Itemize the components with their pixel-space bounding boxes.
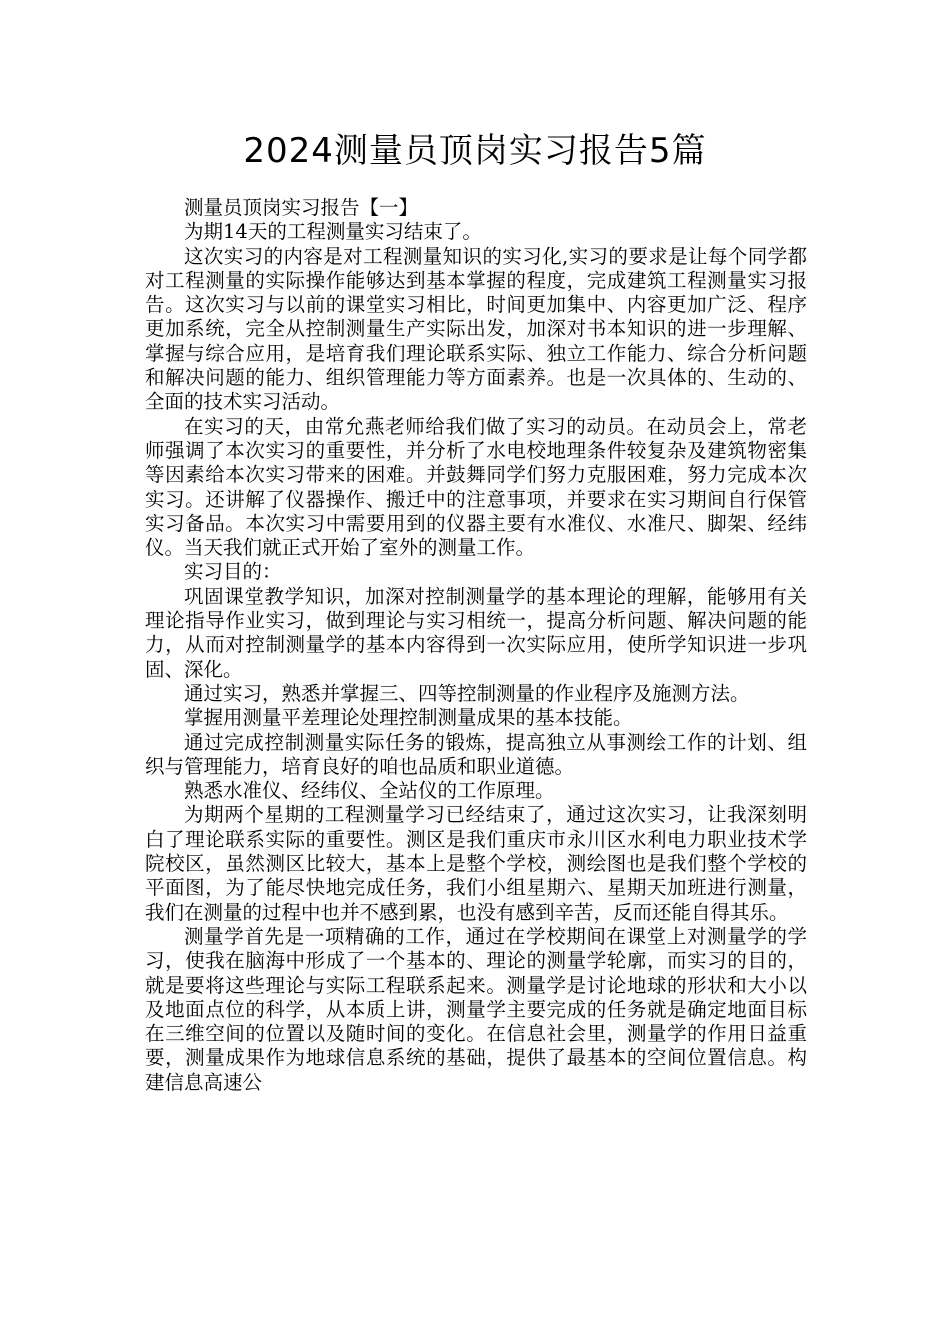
body-paragraph: 为期两个星期的工程测量学习已经结束了，通过这次实习，让我深刻明白了理论联系实际的重要性。测区是我们重庆市永川区水利电力职业技术学院校区，虽然测区比较大，基本上是整个学校，测绘图也是我们整个学校的平面图，为了能尽快地完成任务，我们小组星期六、星期天加班进行测量，我们在测量的过程中也并不感到累，也没有感到辛苦，反而还能自得其乐。 (145, 803, 807, 924)
document-body (145, 196, 807, 1095)
body-paragraph: 通过完成控制测量实际任务的锻炼，提高独立从事测绘工作的计划、组织与管理能力，培育良好的咱也品质和职业道德。 (145, 730, 807, 778)
body-paragraph: 通过实习，熟悉并掌握三、四等控制测量的作业程序及施测方法。 (184, 681, 750, 705)
body-paragraph: 这次实习的内容是对工程测量知识的实习化,实习的要求是让每个同学都对工程测量的实际操作能够达到基本掌握的程度，完成建筑工程测量实习报告。这次实习与以前的课堂实习相比，时间更加集中、内容更加广泛、程序更加系统，完全从控制测量生产实际出发，加深对书本知识的进一步理解、掌握与综合应用，是培育我们理论联系实际、独立工作能力、综合分析问题和解决问题的能力、组织管理能力等方面素养。也是一次具体的、生动的、全面的技术实习活动。 (145, 244, 807, 414)
section-heading: 测量员顶岗实习报告【一】 (184, 196, 419, 219)
document-title: 2024测量员顶岗实习报告5篇 (243, 131, 707, 171)
body-paragraph: 为期14天的工程测量实习结束了。 (184, 220, 482, 244)
body-paragraph: 巩固课堂教学知识，加深对控制测量学的基本理论的理解，能够用有关理论指导作业实习，做到理论与实习相统一，提高分析问题、解决问题的能力，从而对控制测量学的基本内容得到一次实际应用，使所学知识进一步巩固、深化。 (145, 584, 807, 681)
body-paragraph: 在实习的天，由常允燕老师给我们做了实习的动员。在动员会上，常老师强调了本次实习的重要性，并分析了水电校地理条件较复杂及建筑物密集等因素给本次实习带来的困难。并鼓舞同学们努力克服困难，努力完成本次实习。还讲解了仪器操作、搬迁中的注意事项，并要求在实习期间自行保管实习备品。本次实习中需要用到的仪器主要有水准仪、水准尺、脚架、经纬仪。当天我们就正式开始了室外的测量工作。 (145, 414, 807, 560)
body-paragraph: 熟悉水准仪、经纬仪、全站仪的工作原理。 (184, 779, 555, 803)
subheading: 实习目的： (184, 560, 282, 584)
body-paragraph: 测量学首先是一项精确的工作，通过在学校期间在课堂上对测量学的学习，使我在脑海中形成了一个基本的、理论的测量学轮廓，而实习的目的，就是要将这些理论与实际工程联系起来。测量学是讨论地球的形状和大小以及地面点位的科学，从本质上讲，测量学主要完成的任务就是确定地面目标在三维空间的位置以及随时间的变化。在信息社会里，测量学的作用日益重要，测量成果作为地球信息系统的基础，提供了最基本的空间位置信息。构建信息高速公 (145, 924, 807, 1094)
body-paragraph: 掌握用测量平差理论处理控制测量成果的基本技能。 (184, 706, 633, 730)
